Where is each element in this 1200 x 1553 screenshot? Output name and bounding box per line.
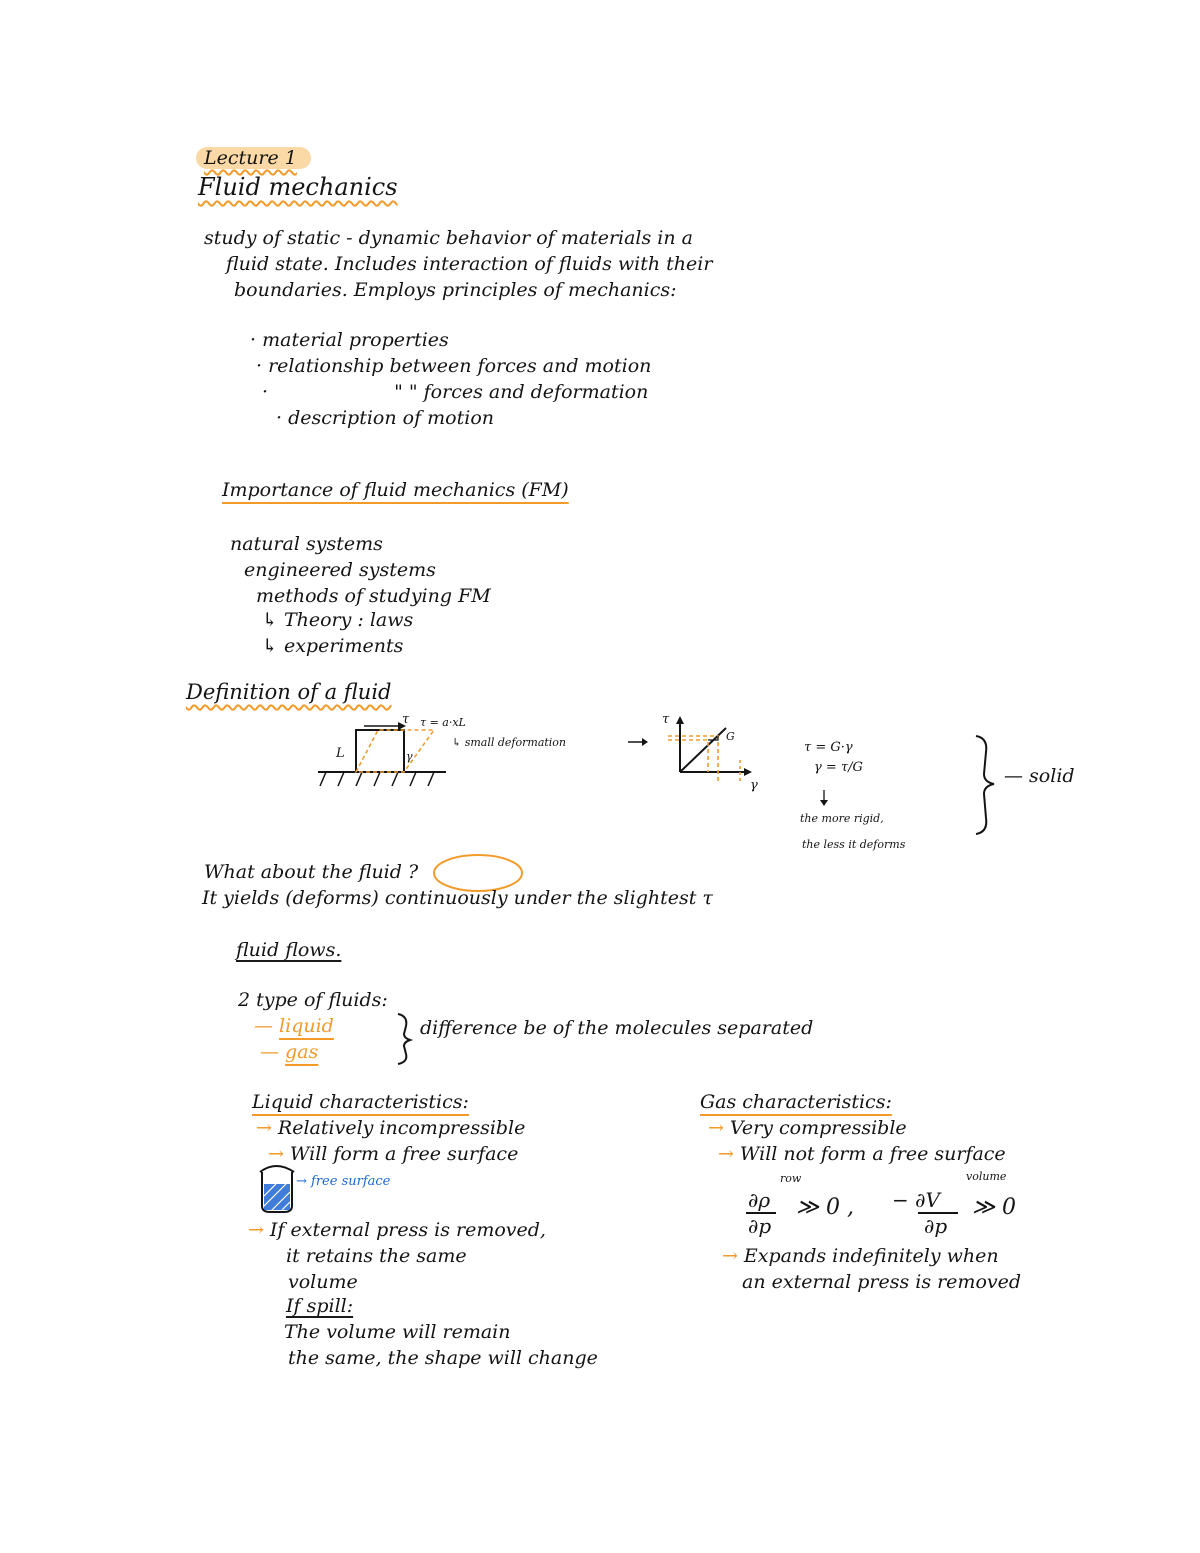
rigid-note-2: the less it deforms bbox=[802, 838, 906, 851]
importance-item: natural systems bbox=[230, 533, 383, 555]
principle-item: · " " forces and deformation bbox=[262, 381, 649, 403]
importance-item: methods of studying FM bbox=[256, 585, 491, 607]
intro-line-2: fluid state. Includes interaction of fluids with their bbox=[226, 253, 713, 275]
liquid-title: Liquid characteristics: bbox=[252, 1091, 469, 1113]
liquid-external-2: it retains the same bbox=[286, 1245, 467, 1267]
intro-line-3: boundaries. Employs principles of mechanics: bbox=[234, 279, 677, 301]
solid-label: — solid bbox=[1004, 765, 1075, 787]
type-gas: — gas bbox=[260, 1041, 319, 1063]
beaker-icon bbox=[260, 1166, 294, 1212]
liquid-external-3: volume bbox=[288, 1271, 358, 1293]
importance-item: engineered systems bbox=[244, 559, 436, 581]
eq-volume-rel: ≫ 0 bbox=[972, 1195, 1017, 1220]
eq-density-num: ∂ρ bbox=[748, 1188, 771, 1212]
fluid-types-title: 2 type of fluids: bbox=[238, 989, 388, 1011]
importance-title: Importance of fluid mechanics (FM) bbox=[222, 479, 569, 501]
gas-expand-1: → Expands indefinitely when bbox=[722, 1245, 999, 1267]
eq-volume-num: − ∂V bbox=[892, 1188, 940, 1212]
graph-g-label: G bbox=[726, 730, 735, 743]
gas-item: → Will not form a free surface bbox=[718, 1143, 1006, 1165]
gamma-label: γ bbox=[406, 750, 413, 763]
intro-line-1: study of static - dynamic behavior of materials in a bbox=[204, 227, 693, 249]
types-difference: difference be of the molecules separated bbox=[420, 1017, 814, 1039]
liquid-item: → Will form a free surface bbox=[268, 1143, 519, 1165]
page-title: Fluid mechanics bbox=[198, 173, 398, 201]
definition-title: Definition of a fluid bbox=[186, 680, 392, 704]
liquid-spill-1: The volume will remain bbox=[284, 1321, 511, 1343]
gas-title: Gas characteristics: bbox=[700, 1091, 892, 1113]
tau-label: τ bbox=[402, 712, 410, 727]
importance-sub-item: ↳ Theory : laws bbox=[262, 609, 414, 631]
eq-volume-den: ∂p bbox=[924, 1214, 948, 1238]
type-liquid: — liquid bbox=[254, 1015, 334, 1037]
force-label: τ = a·xL bbox=[420, 716, 466, 729]
gas-expand-2: an external press is removed bbox=[742, 1271, 1022, 1293]
rho-annotation: row bbox=[780, 1172, 802, 1185]
volume-annotation: volume bbox=[966, 1170, 1007, 1183]
graph-tau-label: τ bbox=[662, 712, 670, 727]
liquid-spill-2: the same, the shape will change bbox=[288, 1347, 598, 1369]
equation-shear: τ = G·γ bbox=[804, 740, 853, 755]
principle-item: · material properties bbox=[250, 329, 449, 351]
eq-density-rel: ≫ 0 , bbox=[796, 1195, 855, 1220]
liquid-spill-title: If spill: bbox=[286, 1295, 354, 1317]
small-deformation-note: ↳ small deformation bbox=[452, 736, 567, 749]
graph-gamma-label: γ bbox=[750, 778, 758, 793]
stress-strain-graph bbox=[668, 716, 752, 782]
principle-item: · description of motion bbox=[276, 407, 494, 429]
gas-item: → Very compressible bbox=[708, 1117, 907, 1139]
principle-item: · relationship between forces and motion bbox=[256, 355, 652, 377]
liquid-item: → Relatively incompressible bbox=[256, 1117, 526, 1139]
fluid-question: What about the fluid ? bbox=[204, 861, 419, 883]
free-surface-label: → free surface bbox=[296, 1174, 391, 1189]
fluid-flows: fluid flows. bbox=[236, 939, 342, 961]
rigid-note-1: the more rigid, bbox=[800, 812, 884, 825]
fluid-answer: It yields (deforms) continuously under the slightest τ bbox=[202, 887, 713, 909]
eq-density-den: ∂p bbox=[748, 1214, 772, 1238]
equation-strain: γ = τ/G bbox=[814, 760, 863, 775]
importance-sub-item: ↳ experiments bbox=[262, 635, 404, 657]
lecture-label: Lecture 1 bbox=[196, 147, 311, 169]
liquid-external-1: → If external press is removed, bbox=[248, 1219, 546, 1241]
l-label: L bbox=[336, 746, 345, 761]
